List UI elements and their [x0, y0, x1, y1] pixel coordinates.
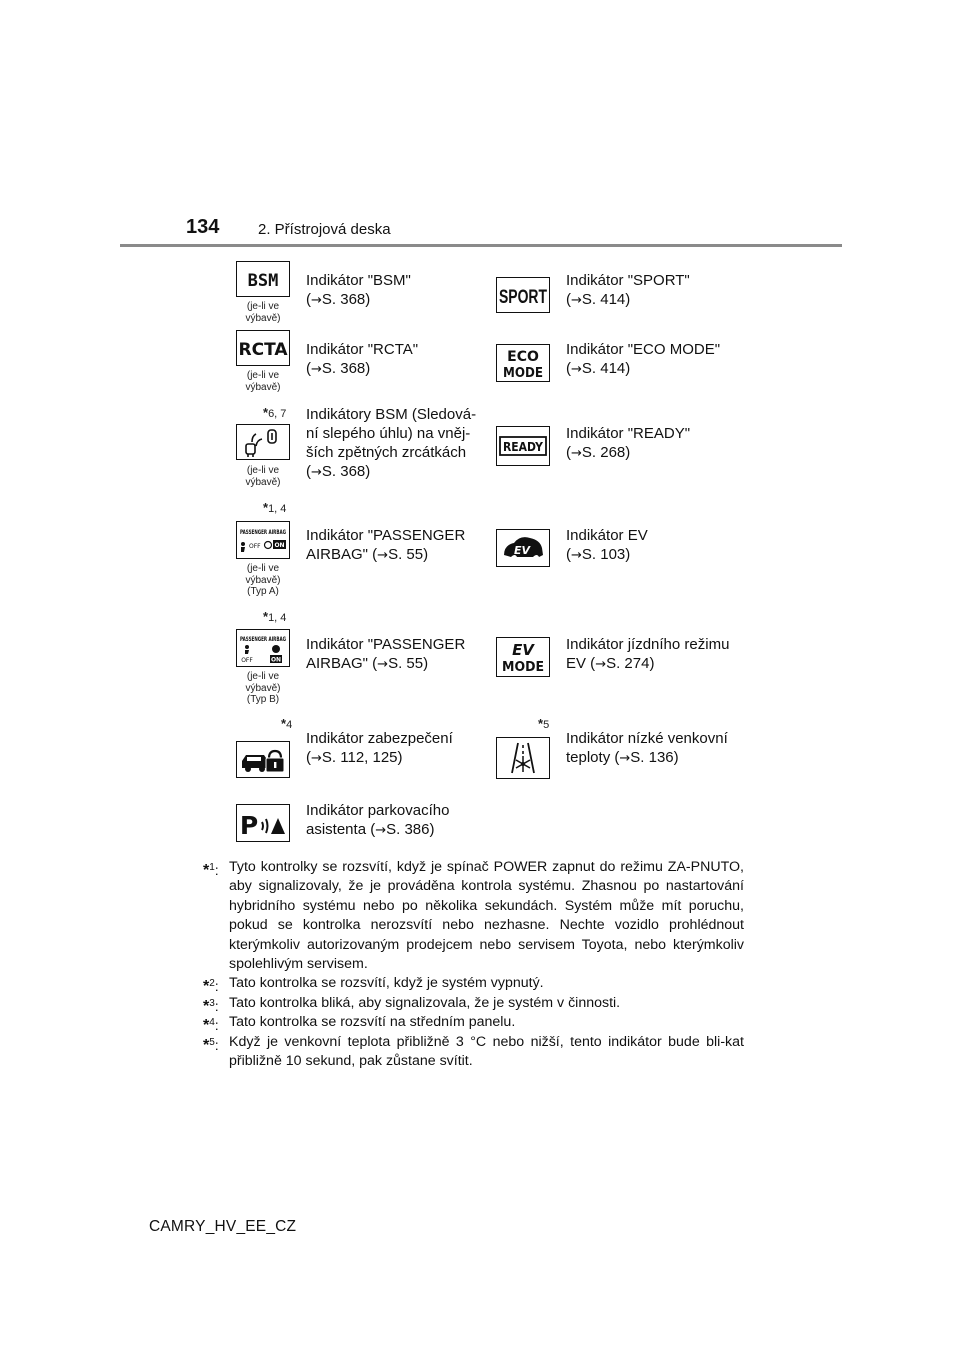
availability-note: (je-li ve výbavě): [245, 370, 281, 393]
svg-text:OFF: OFF: [249, 543, 261, 550]
passenger-airbag-type-b-icon: [236, 629, 290, 667]
ev-mode-icon: [496, 637, 550, 677]
footnote-1: *$^1$: Tyto kontrolky se rozsvítí, když je spínač POWER zapnut do režimu ZA-PNUTO, aby signalizovaly, že je prováděna kontrola systému. Zhasnou po nastartování hybridního systému nebo po několika sekundách. Systém může mít poruchu, pokud se kontrolka nerozsvítí nebo nezhasne. Nechte vozidlo prohlédnout kterýmkoliv autorizovaným prodejcem nebo servisem Toyota, nebo kterýmkoliv spolehlivým servisem.: [203, 859, 744, 973]
parking-assist-description: Indikátor parkovacího asistenta (→S. 386): [306, 802, 450, 838]
availability-note: (je-li ve výbavě): [245, 465, 281, 488]
footnote-ref: *1, 4: [263, 500, 287, 515]
svg-text:READY: READY: [503, 440, 544, 454]
footnote-4: *$^4$: Tato kontrolka se rozsvítí na středním panelu.: [203, 1014, 516, 1035]
svg-text:MODE: MODE: [502, 660, 544, 675]
security-description: Indikátor zabezpečení (→S. 112, 125): [306, 730, 453, 766]
eco-mode-icon: [496, 344, 550, 382]
bsm-icon: [236, 261, 290, 297]
sport-icon: [496, 277, 550, 313]
chapter-title: 2. Přístrojová deska: [258, 221, 391, 238]
svg-text:EV: EV: [513, 544, 531, 557]
passenger-airbag-b-description: Indikátor "PASSENGER AIRBAG" (→S. 55): [306, 636, 466, 672]
footnote-ref: *5: [538, 716, 550, 731]
footnote-3: *$^3$: Tato kontrolka bliká, aby signalizovala, že je systém v činnosti.: [203, 994, 621, 1015]
page-number: 134: [186, 216, 220, 238]
bsm-icon-text: BSM: [247, 271, 279, 291]
header-rule: [120, 244, 842, 247]
footnote-5: *$^5$: Když je venkovní teplota přibližně 3 °C nebo nižší, tento indikátor bude bli-kat přibližně 10 sekund, pak zůstane svítit.: [203, 1033, 744, 1070]
sport-icon-text: SPORT: [499, 287, 548, 308]
svg-text:ON: ON: [270, 656, 282, 664]
footnote-ref: *4: [281, 716, 293, 731]
footnote-2: *$^2$: Tato kontrolka se rozsvítí, když je systém vypnutý.: [203, 975, 544, 996]
ev-mode-description: Indikátor jízdního režimu EV (→S. 274): [566, 636, 730, 672]
ev-indicator-icon: [496, 529, 550, 567]
svg-text:EV: EV: [512, 641, 534, 659]
low-temperature-description: Indikátor nízké venkovní teploty (→S. 136): [566, 730, 728, 766]
ev-description: Indikátor EV (→S. 103): [566, 527, 648, 563]
ready-description: Indikátor "READY" (→S. 268): [566, 425, 691, 461]
bsm-description: Indikátor "BSM" (→S. 368): [306, 272, 411, 308]
svg-text:ECO: ECO: [507, 349, 539, 365]
security-lock-car-icon: [236, 741, 290, 778]
sport-description: Indikátor "SPORT" (→S. 414): [566, 272, 690, 308]
footnotes: [203, 858, 744, 1071]
svg-text:MODE: MODE: [503, 366, 543, 381]
passenger-airbag-a-description: Indikátor "PASSENGER AIRBAG" (→S. 55): [306, 527, 466, 563]
rcta-description: Indikátor "RCTA" (→S. 368): [306, 341, 419, 377]
parking-assist-icon: [236, 804, 290, 842]
footnote-ref: *1, 4: [263, 609, 287, 624]
svg-text:OFF: OFF: [241, 657, 253, 664]
eco-mode-description: Indikátor "ECO MODE" (→S. 414): [566, 341, 721, 377]
rcta-icon-text: RCTA: [238, 340, 288, 360]
svg-text:ON: ON: [274, 542, 285, 549]
outside-mirror-bsm-description: Indikátory BSM (Sledová- ní slepého úhlu) na vněj- ších zpětných zrcátkách (→S. 368): [306, 406, 477, 480]
passenger-airbag-type-a-icon: [236, 521, 290, 559]
low-temperature-snowflake-icon: [496, 737, 550, 779]
rcta-icon: [236, 330, 290, 366]
availability-note: (je-li ve výbavě): [245, 301, 281, 324]
svg-text:PASSENGER AIRBAG: PASSENGER AIRBAG: [240, 529, 287, 536]
footnote-ref: *6, 7: [263, 405, 287, 420]
ready-icon: [496, 426, 550, 466]
svg-text:PASSENGER AIRBAG: PASSENGER AIRBAG: [240, 636, 287, 643]
availability-note: (je-li ve výbavě) (Typ B): [245, 671, 281, 705]
document-code: CAMRY_HV_EE_CZ: [149, 1218, 297, 1235]
availability-note: (je-li ve výbavě) (Typ A): [245, 563, 281, 597]
svg-text:P: P: [239, 811, 259, 840]
outside-mirror-bsm-icon: [236, 424, 290, 460]
